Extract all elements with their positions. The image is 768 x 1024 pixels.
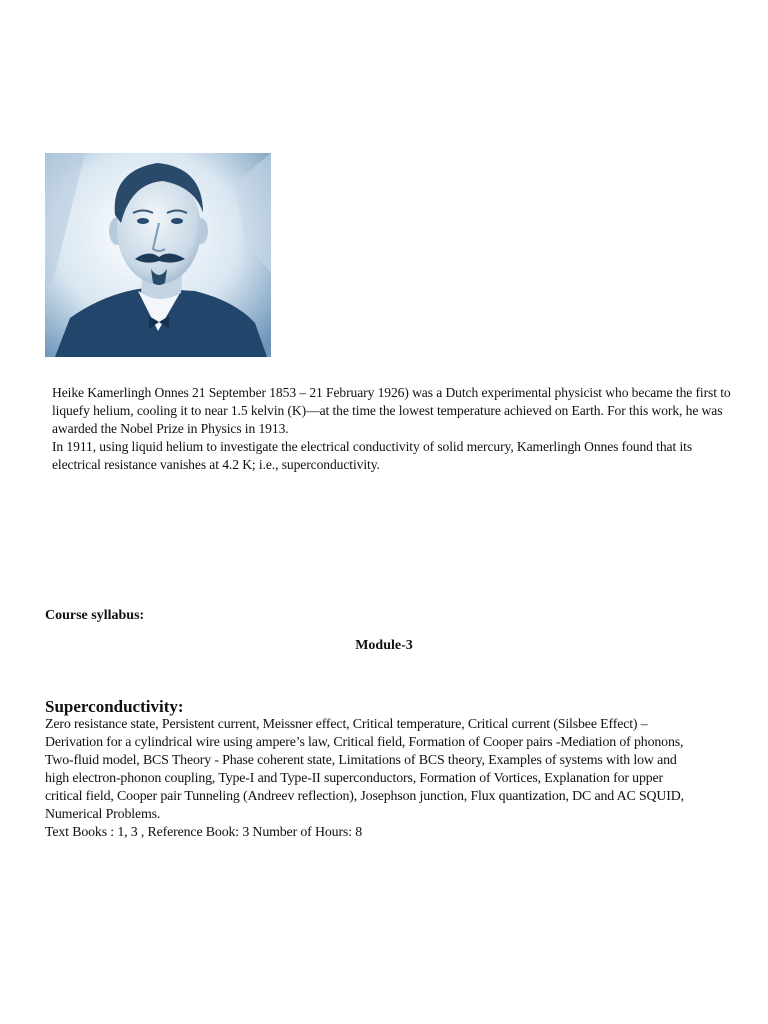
biography-paragraph-2: In 1911, using liquid helium to investigate the electrical conductivity of solid mercury, Kamerlingh Onnes found that its electrical resistance vanishes at 4.2 K; i.e., superconductivity.: [52, 439, 693, 472]
biography-text: [52, 384, 732, 474]
course-syllabus-label: Course syllabus:: [45, 608, 145, 623]
biography-paragraph-1: Heike Kamerlingh Onnes 21 September 1853 – 21 February 1926) was a Dutch experimental physicist who became the first to liquefy helium, cooling it to near 1.5 kelvin (K)—at the time the lowest temperature achieved on Earth. For this work, he was awarded the Nobel Prize in Physics in 1913.: [52, 385, 731, 436]
topic-heading: Superconductivity:: [45, 697, 184, 716]
topic-description: [45, 716, 685, 842]
portrait-photo-icon: [45, 153, 271, 357]
topic-body-text: Zero resistance state, Persistent current, Meissner effect, Critical temperature, Critical current (Silsbee Effect) – Derivation for a cylindrical wire using ampere’s law, Critical field, Formation of Cooper pairs -Mediation of phonons, Two-fluid model, BCS Theory - Phase coherent state, Limitations of BCS theory, Examples of systems with low and high electron-phonon coupling, Type-I and Type-II superconductors, Formation of Vortices, Explanation for upper critical field, Cooper pair Tunneling (Andreev reflection), Josephson junction, Flux quantization, DC and AC SQUID, Numerical Problems.: [45, 717, 684, 822]
text-books-line: Text Books : 1, 3 , Reference Book: 3 Number of Hours: 8: [45, 825, 362, 840]
module-title: Module-3: [355, 638, 413, 653]
portrait-image: [45, 153, 271, 357]
